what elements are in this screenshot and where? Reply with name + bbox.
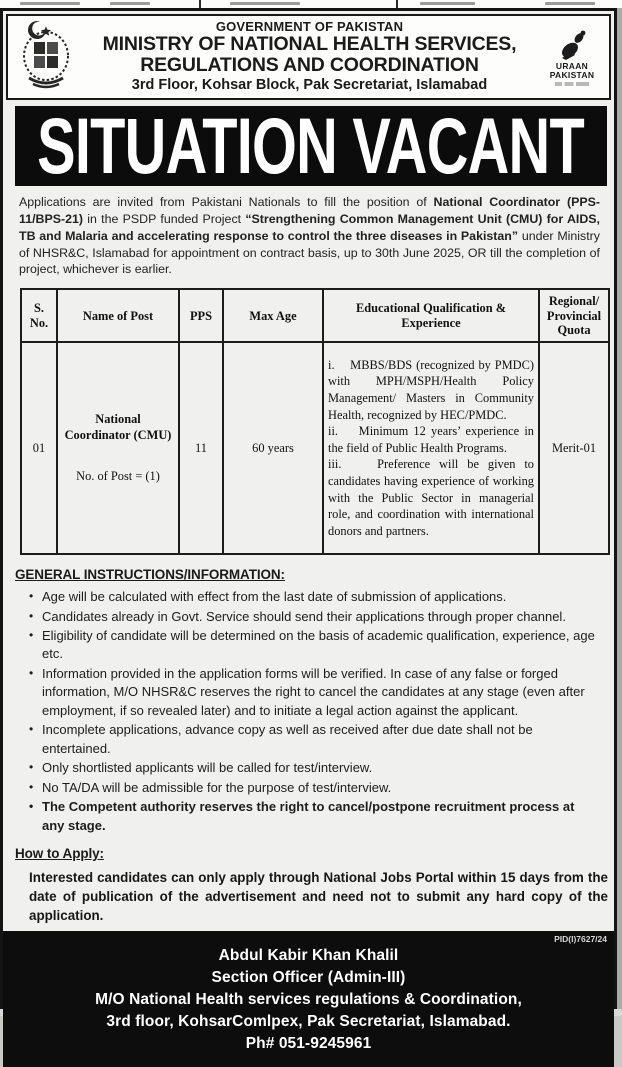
uraan-urdu-tagline [555, 82, 589, 86]
intro-paragraph [19, 194, 600, 278]
cell-quota: Merit-01 [539, 342, 609, 554]
table-header-row [21, 289, 609, 342]
general-instructions-heading: GENERAL INSTRUCTIONS/INFORMATION: [15, 567, 285, 583]
how-to-apply-heading: How to Apply: [15, 845, 104, 861]
cropped-text-fragment [20, 2, 80, 5]
instruction-item: • Information provided in the application forms will be verified. In case of any false or forged information, M/O NHSR&C reserves the right to cancel the candidates at any stage (even after employment, if so revealed later) and to initiate a legal action against the applicant. [29, 665, 600, 720]
how-to-apply-text: Interested candidates can only apply through National Jobs Portal within 15 days from the date of publication of the advertisement and need not to submit any hard copy of the application. [29, 869, 608, 923]
situation-vacant-banner [15, 101, 607, 190]
instruction-item: • No TA/DA will be admissible for the purpose of test/interview. [29, 779, 600, 797]
ministry-header [6, 14, 611, 100]
qualification-item: i. MBBS/BDS (recognized by PMDC) with MPH/MSPH/Health Policy Management/ Masters in Community Health, recognized by HEC/PMDC. [328, 357, 534, 422]
pid-number: PID(I)7627/24 [554, 934, 607, 945]
signature-footer [3, 931, 614, 1067]
advertisement-frame [0, 8, 617, 1053]
uraan-logo-text [550, 62, 595, 81]
how-to-apply-section [15, 842, 602, 867]
newspaper-right-margin [617, 8, 622, 1009]
instruction-item: • Only shortlisted applicants will be called for test/interview. [29, 759, 600, 777]
cell-qualifications [323, 342, 539, 554]
cell-serial-number: 01 [21, 342, 57, 554]
intro-segment: under Ministry of NHSR&C, Islamabad for appointment on contract basis, up to 30th June 2025, OR till the completion of project, whichever is earlier. [19, 228, 600, 277]
footer-lines [11, 945, 606, 1055]
uraan-bird-icon [554, 28, 590, 62]
banner-title: SITUATION VACANT [37, 101, 585, 190]
cell-pps: 11 [179, 342, 223, 554]
intro-bold-segment: “Strengthening Common Management Unit (CMU) for AIDS, TB and Malaria and accelerating response to control the three diseases in Pakistan” [19, 211, 600, 243]
instruction-item: • Age will be calculated with effect from the last date of submission of applications. [29, 588, 600, 606]
uraan-word: URAAN [555, 60, 589, 71]
cell-max-age: 60 years [223, 342, 323, 554]
intro-bold-segment: National Coordinator (PPS-11/BPS-21) [19, 195, 600, 226]
footer-line: Abdul Kabir Khan Khalil [218, 947, 399, 965]
table-column-header: PPS [179, 289, 223, 342]
cropped-text-fragment [110, 2, 150, 5]
qualification-item: ii. Minimum 12 years’ experience in the field of Public Health Programs. [328, 424, 534, 455]
pakistan-word: PAKISTAN [549, 70, 595, 80]
instruction-item: • Candidates already in Govt. Service should send their applications through proper channel. [29, 608, 600, 626]
table-column-header: Max Age [223, 289, 323, 342]
footer-line: M/O National Health services regulations & Coordination, [95, 991, 522, 1009]
qualification-item: iii. Preference will be given to candidates having experience of working with the Public Sector in managerial role, and coordination with international donors and partners. [328, 457, 534, 538]
government-line: GOVERNMENT OF PAKISTAN [215, 19, 404, 35]
cropped-text-fragment [230, 2, 300, 5]
table-column-header: Regional/ Provincial Quota [539, 289, 609, 342]
post-title: National Coordinator (CMU) [64, 412, 172, 442]
footer-line: 3rd floor, KohsarComlpex, Pak Secretariat, Islamabad. [106, 1013, 511, 1031]
footer-line: Section Officer (Admin-III) [211, 969, 406, 987]
instruction-item: • The Competent authority reserves the right to cancel/postpone recruitment process at any stage. [29, 798, 600, 835]
instruction-item: • Incomplete applications, advance copy as well as received after due date shall not be entertained. [29, 721, 600, 758]
table-column-header: Educational Qualification & Experience [323, 289, 539, 342]
uraan-pakistan-logo [541, 28, 603, 87]
intro-segment: Applications are invited from Pakistani Nationals to fill the position of [19, 195, 434, 209]
table-column-header: Name of Post [57, 289, 179, 342]
general-instructions-section [15, 563, 602, 836]
pakistan-state-emblem-icon [14, 20, 78, 94]
column-divider [199, 0, 201, 8]
instructions-list [15, 588, 602, 835]
column-divider [396, 0, 398, 8]
post-count: No. of Post = (1) [76, 469, 160, 484]
footer-line: Ph# 051-9245961 [245, 1035, 372, 1053]
table-column-header: S. No. [21, 289, 57, 342]
ministry-address: 3rd Floor, Kohsar Block, Pak Secretariat, Islamabad [131, 77, 488, 94]
table-row [21, 342, 609, 554]
ministry-header-text [82, 20, 537, 94]
cropped-text-fragment [420, 2, 475, 5]
cell-post-name [57, 342, 179, 554]
ministry-name-line2: REGULATIONS AND COORDINATION [140, 54, 479, 77]
ministry-name-line1: MINISTRY OF NATIONAL HEALTH SERVICES, [102, 33, 517, 56]
instruction-item: • Eligibility of candidate will be determined on the basis of academic qualification, experience, age etc. [29, 627, 600, 664]
cropped-text-fragment [545, 2, 595, 5]
vacancy-table [20, 288, 610, 555]
intro-segment: in the PSDP funded Project [83, 211, 246, 226]
